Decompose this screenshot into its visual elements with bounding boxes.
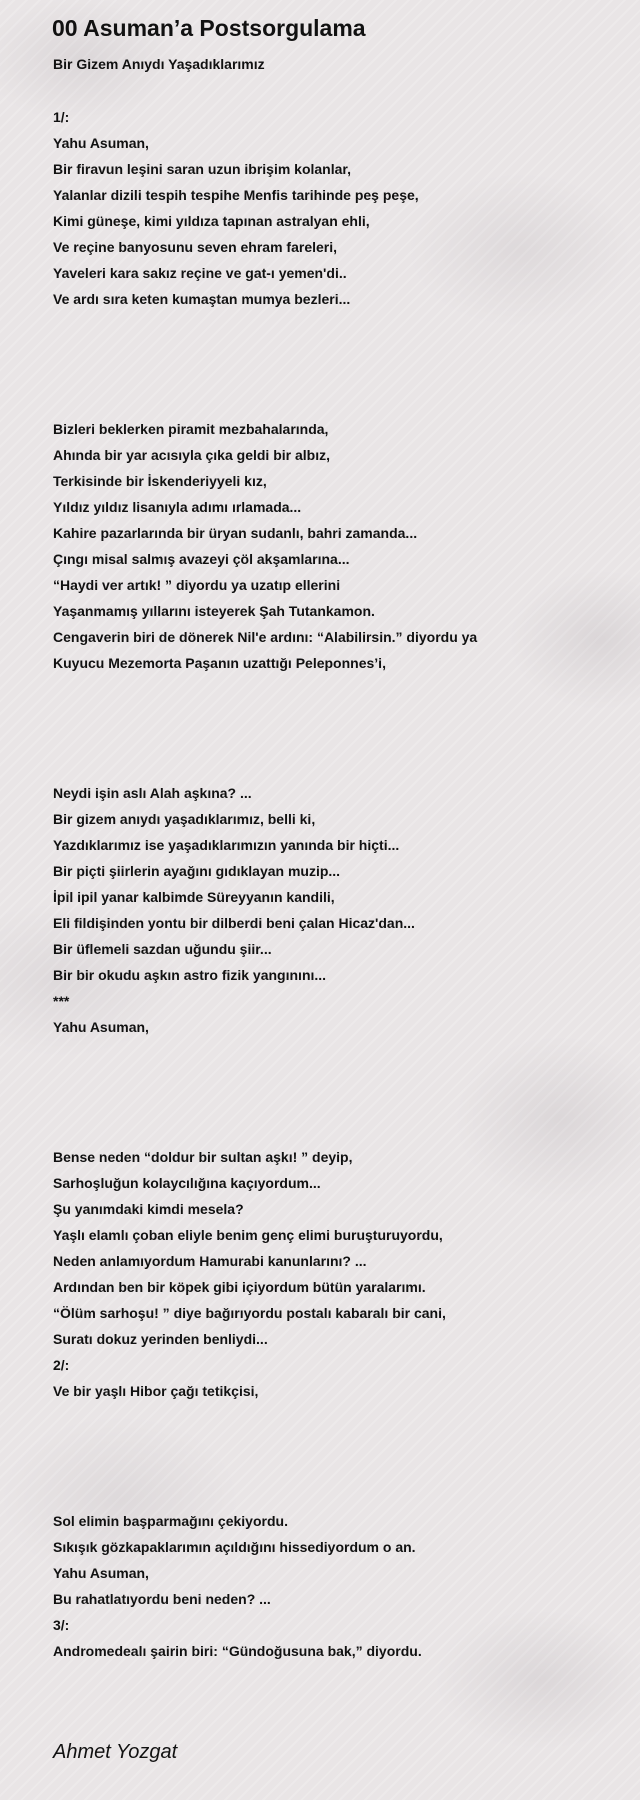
poem-line: Bir gizem anıydı yaşadıklarımız, belli ki, <box>53 811 316 827</box>
stanza-3 <box>53 780 623 1040</box>
poem-line: Yalanlar dizili tespih tespihe Menfis tarihinde peş peşe, <box>53 187 419 203</box>
poem-author: Ahmet Yozgat <box>53 1741 178 1763</box>
poem-line: Sıkışık gözkapaklarımın açıldığını hissediyordum o an. <box>53 1539 416 1555</box>
poem-line: Kuyucu Mezemorta Paşanın uzattığı Peleponnes’i, <box>53 655 386 671</box>
stanza-2 <box>53 416 623 676</box>
poem-line: Bir firavun leşini saran uzun ibrişim kolanlar, <box>53 161 351 177</box>
poem-line: Kahire pazarlarında bir üryan sudanlı, bahri zamanda... <box>53 525 418 541</box>
poem-line: Şu yanımdaki kimdi mesela? <box>53 1201 244 1217</box>
poem-line: 1/: <box>53 109 70 125</box>
poem-line: “Haydi ver artık! ” diyordu ya uzatıp ellerini <box>53 577 341 593</box>
stanza-gap <box>53 1404 623 1508</box>
poem-line: Ve reçine banyosunu seven ehram fareleri, <box>53 239 338 255</box>
poem-line: İpil ipil yanar kalbimde Süreyyanın kandili, <box>53 889 335 905</box>
stanza-1 <box>53 104 623 312</box>
poem-line: Bir bir okudu aşkın astro fizik yangınını... <box>53 967 327 983</box>
poem-line: Ve bir yaşlı Hibor çağı tetikçisi, <box>53 1383 259 1399</box>
stanza-4 <box>53 1144 623 1404</box>
poem-body <box>53 104 623 1664</box>
poem-line: Neden anlamıyordum Hamurabi kanunlarını? ... <box>53 1253 367 1269</box>
poem-line: Neydi işin aslı Alah aşkına? ... <box>53 785 252 801</box>
poem-line: Ahında bir yar acısıyla çıka geldi bir albız, <box>53 447 330 463</box>
poem-line: Yıldız yıldız lisanıyla adımı ırlamada... <box>53 499 302 515</box>
poem-line: *** <box>53 993 70 1009</box>
stanza-gap <box>53 676 623 780</box>
poem-line: Kimi güneşe, kimi yıldıza tapınan astralyan ehli, <box>53 213 370 229</box>
poem-line: “Ölüm sarhoşu! ” diye bağırıyordu postalı kabaralı bir cani, <box>53 1305 446 1321</box>
poem-line: 2/: <box>53 1357 70 1373</box>
poem-line: Yahu Asuman, <box>53 1019 149 1035</box>
poem-line: Yaşanmamış yıllarını isteyerek Şah Tutankamon. <box>53 603 375 619</box>
poem-line: Ardından ben bir köpek gibi içiyordum bütün yaralarımı. <box>53 1279 426 1295</box>
poem-line: Yaşlı elamlı çoban eliyle benim genç elimi buruşturuyordu, <box>53 1227 443 1243</box>
poem-line: Suratı dokuz yerinden benliydi... <box>53 1331 268 1347</box>
poem-line: Cengaverin biri de dönerek Nil'e ardını: “Alabilirsin.” diyordu ya <box>53 629 478 645</box>
stanza-5 <box>53 1508 623 1664</box>
stanza-gap <box>53 1040 623 1144</box>
poem-line: Yahu Asuman, <box>53 1565 149 1581</box>
poem-subtitle: Bir Gizem Anıydı Yaşadıklarımız <box>53 56 265 72</box>
poem-line: Yazdıklarımız ise yaşadıklarımızın yanında bir hiçti... <box>53 837 400 853</box>
poem-line: Bir üflemeli sazdan uğundu şiir... <box>53 941 272 957</box>
stanza-gap <box>53 312 623 416</box>
poem-line: Eli fildişinden yontu bir dilberdi beni çalan Hicaz'dan... <box>53 915 415 931</box>
poem-line: 3/: <box>53 1617 70 1633</box>
poem-line: Yahu Asuman, <box>53 135 149 151</box>
poem-line: Yaveleri kara sakız reçine ve gat-ı yemen'di.. <box>53 265 347 281</box>
poem-line: Bense neden “doldur bir sultan aşkı! ” deyip, <box>53 1149 353 1165</box>
poem-line: Terkisinde bir İskenderiyyeli kız, <box>53 473 267 489</box>
poem-line: Ve ardı sıra keten kumaştan mumya bezleri... <box>53 291 351 307</box>
poem-line: Andromedealı şairin biri: “Gündoğusuna bak,” diyordu. <box>53 1643 422 1659</box>
poem-line: Sarhoşluğun kolaycılığına kaçıyordum... <box>53 1175 321 1191</box>
poem-title: 00 Asuman’a Postsorgulama <box>52 15 366 41</box>
poem-line: Bir piçti şiirlerin ayağını gıdıklayan muzip... <box>53 863 341 879</box>
poem-line: Sol elimin başparmağını çekiyordu. <box>53 1513 288 1529</box>
poem-line: Bu rahatlatıyordu beni neden? ... <box>53 1591 271 1607</box>
poem-line: Çıngı misal salmış avazeyi çöl akşamlarına... <box>53 551 350 567</box>
poem-line: Bizleri beklerken piramit mezbahalarında, <box>53 421 329 437</box>
